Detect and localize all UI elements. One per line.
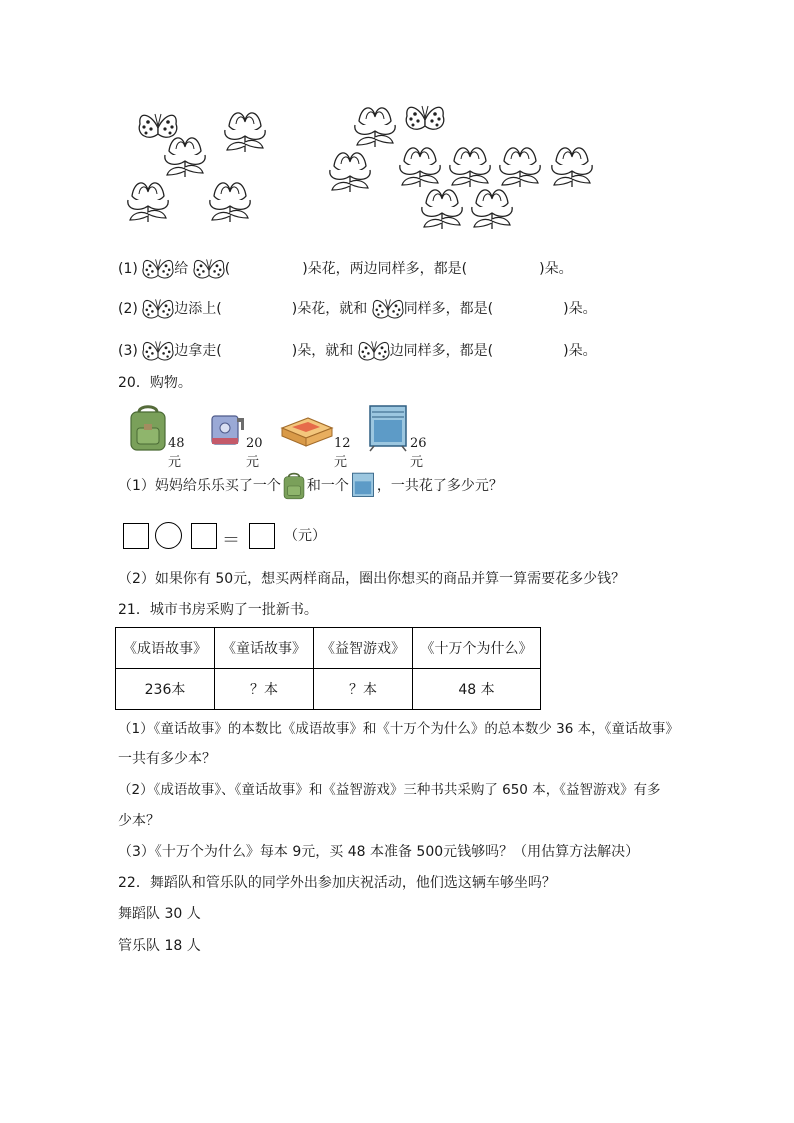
q20-title: 20．购物。 bbox=[118, 375, 192, 391]
flowers-butterflies-illustration bbox=[110, 95, 610, 235]
q21-part-2-line-2: 少本？ bbox=[118, 813, 160, 829]
table-cell: 48 本 bbox=[413, 669, 541, 710]
flower-icon bbox=[422, 190, 462, 229]
answer-box[interactable] bbox=[249, 523, 275, 549]
butterfly-icon bbox=[142, 294, 174, 324]
butterfly-icon bbox=[372, 294, 404, 324]
flower-icon bbox=[165, 138, 205, 177]
butterfly-icon bbox=[142, 336, 174, 366]
pencil-sharpener-icon bbox=[208, 410, 246, 448]
q21-title: 21．城市书房采购了一批新书。 bbox=[118, 602, 318, 618]
table-row bbox=[116, 669, 541, 710]
answer-box[interactable] bbox=[191, 523, 217, 549]
backpack-icon bbox=[127, 404, 169, 452]
butterfly-icon bbox=[406, 106, 444, 129]
q19-part-2: (2) 边添上( )朵花，就和 同样多，都是( )朵。 bbox=[118, 294, 597, 324]
abacus-board-icon bbox=[349, 472, 377, 500]
pencil-box-icon bbox=[278, 414, 334, 448]
table-cell: ？本 bbox=[314, 669, 413, 710]
answer-box[interactable] bbox=[123, 523, 149, 549]
flower-icon bbox=[552, 148, 592, 187]
operator-circle[interactable] bbox=[155, 522, 182, 549]
q21-part-2-line-1: （2）《成语故事》、《童话故事》和《益智游戏》三种书共采购了 650 本，《益智游戏》有多 bbox=[118, 782, 661, 798]
q22-title: 22．舞蹈队和管乐队的同学外出参加庆祝活动，他们选这辆车够坐吗？ bbox=[118, 875, 556, 891]
equals-sign: ＝ bbox=[222, 530, 240, 551]
books-table bbox=[115, 627, 541, 710]
abacus-board-icon bbox=[366, 404, 410, 452]
flower-icon bbox=[210, 183, 250, 222]
table-cell: 236本 bbox=[116, 669, 215, 710]
butterfly-icon bbox=[142, 254, 174, 284]
table-row bbox=[116, 628, 541, 669]
butterfly-icon bbox=[193, 254, 225, 284]
q21-part-1-line-1: （1）《童话故事》的本数比《成语故事》和《十万个为什么》的总本数少 36 本，《童话故事》 bbox=[118, 721, 679, 737]
q20-part-2: （2）如果你有 50元，想买两样商品，圈出你想买的商品并算一算需要花多少钱？ bbox=[118, 571, 626, 587]
flower-icon bbox=[330, 153, 370, 192]
table-header-cell: 《成语故事》 bbox=[116, 628, 215, 669]
flower-icon bbox=[355, 108, 395, 147]
butterfly-icon bbox=[139, 114, 177, 137]
flower-icon bbox=[128, 183, 168, 222]
butterfly-icon bbox=[358, 336, 390, 366]
flower-icon bbox=[225, 113, 265, 152]
q20-part-1: （1）妈妈给乐乐买了一个 和一个 ，一共花了多少元？ bbox=[118, 472, 503, 500]
q19-part-3: (3) 边拿走( )朵，就和 边同样多，都是( )朵。 bbox=[118, 336, 597, 366]
unit-label: （元） bbox=[284, 528, 326, 544]
q21-part-3: （3）《十万个为什么》每本 9元，买 48 本准备 500元钱够吗？（用估算方法解决） bbox=[118, 844, 640, 860]
flower-icon bbox=[472, 190, 512, 229]
backpack-icon bbox=[281, 472, 307, 500]
q22-line-2: 管乐队 18 人 bbox=[118, 938, 201, 954]
flower-icon bbox=[500, 148, 540, 187]
table-header-cell: 《益智游戏》 bbox=[314, 628, 413, 669]
table-cell: ？本 bbox=[215, 669, 314, 710]
table-header-cell: 《童话故事》 bbox=[215, 628, 314, 669]
q21-part-1-line-2: 一共有多少本？ bbox=[118, 751, 216, 767]
table-header-cell: 《十万个为什么》 bbox=[413, 628, 541, 669]
q22-line-1: 舞蹈队 30 人 bbox=[118, 906, 201, 922]
flower-icon bbox=[450, 148, 490, 187]
flower-icon bbox=[400, 148, 440, 187]
q19-part-1: (1) 给 ( )朵花，两边同样多，都是( )朵。 bbox=[118, 254, 573, 284]
